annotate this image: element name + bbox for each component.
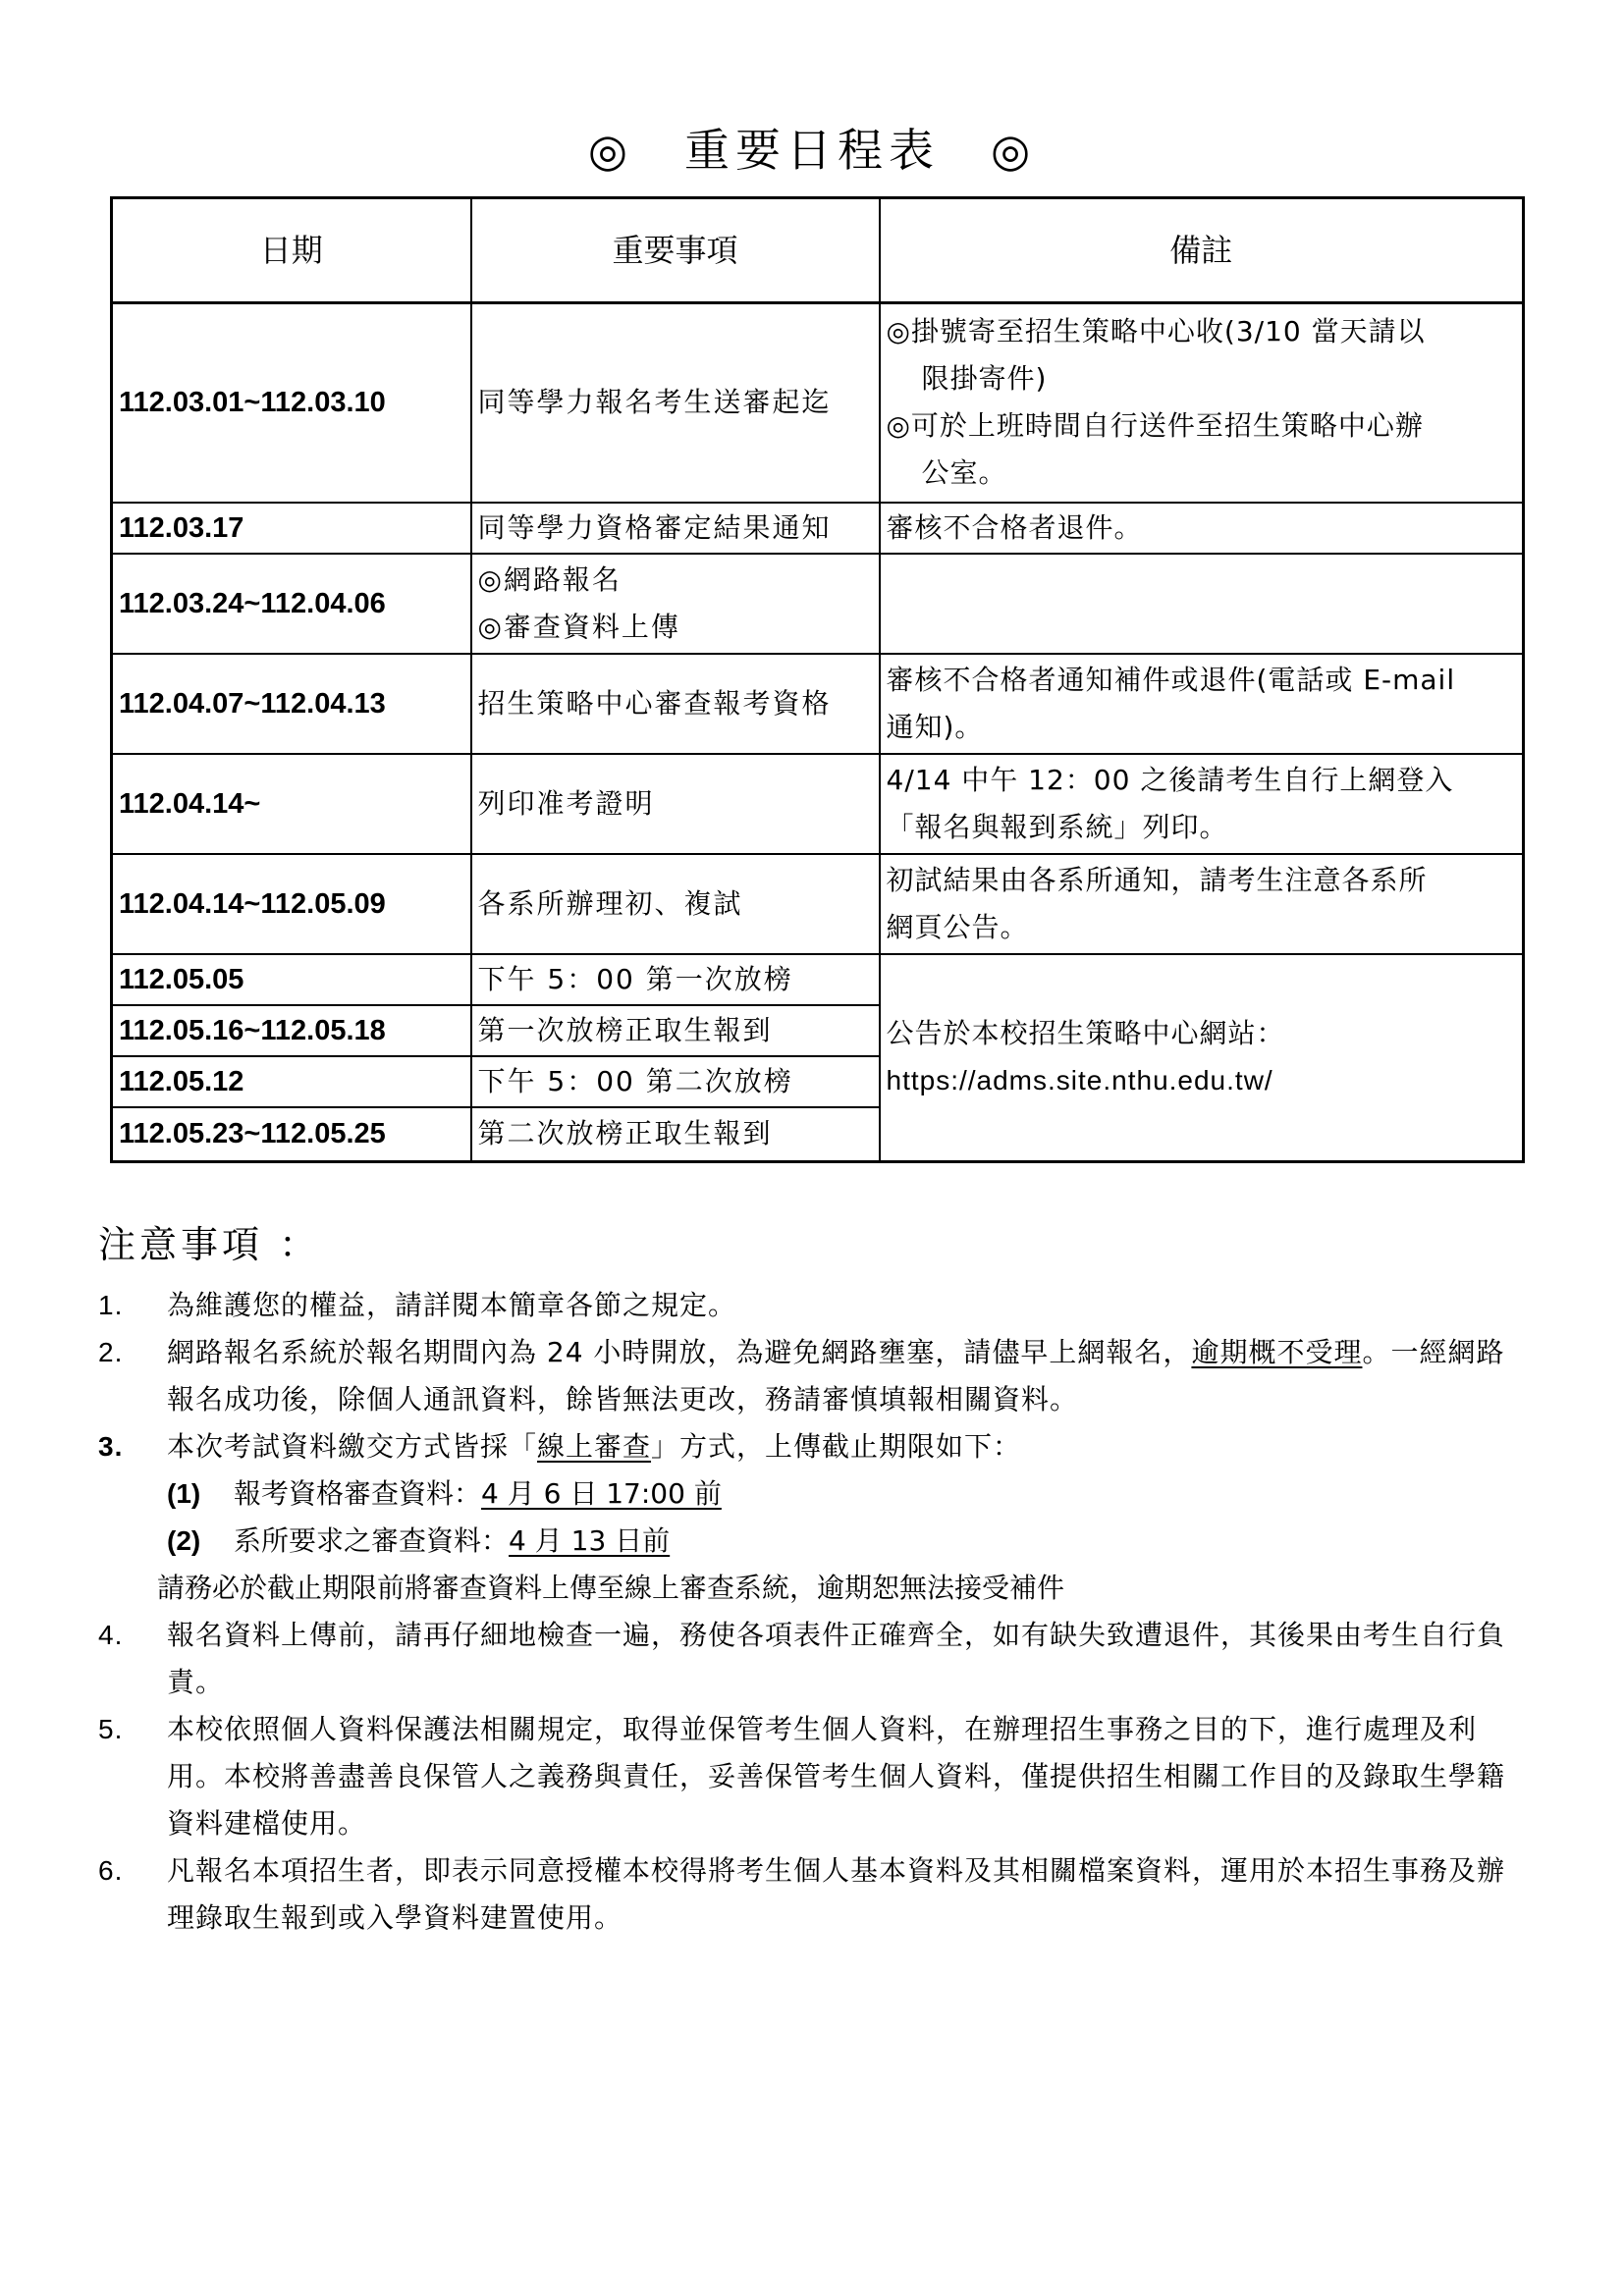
row-event: 招生策略中心審查報考資格 (471, 654, 880, 754)
row-date: 112.03.01~112.03.10 (112, 303, 471, 503)
note-line: 「報名與報到系統」列印。 (886, 810, 1228, 843)
note-number: 2. (98, 1337, 124, 1367)
header-note: 備註 (880, 198, 1524, 303)
table-row (112, 303, 1524, 503)
row-date: 112.03.17 (112, 503, 471, 554)
table-row (112, 503, 1524, 554)
header-date: 日期 (112, 198, 471, 303)
note-text: 本次考試資料繳交方式皆採「 (167, 1430, 538, 1463)
table-row (112, 754, 1524, 854)
note-line: ◎掛號寄至招生策略中心收(3/10 當天請以 (886, 315, 1426, 348)
note-text: 。一經網路報名成功後，除個人通訊資料，餘皆無法更改，務請審慎填報相關資料。 (167, 1336, 1505, 1415)
note-item (98, 1706, 1532, 1847)
row-event: 第二次放榜正取生報到 (471, 1107, 880, 1162)
note-number: 6. (98, 1855, 124, 1886)
table-row (112, 854, 1524, 954)
website-link: https://adms.site.nthu.edu.tw/ (886, 1065, 1273, 1096)
note-number: 4. (98, 1620, 124, 1650)
row-event: 同等學力資格審定結果通知 (471, 503, 880, 554)
note-text: 網路報名系統於報名期間內為 24 小時開放，為避免網路壅塞，請儘早上網報名， (167, 1336, 1192, 1368)
note-line: 初試結果由各系所通知，請考生注意各系所 (886, 863, 1428, 896)
row-note (880, 554, 1524, 654)
note-subitem (98, 1470, 1532, 1518)
note-line: 公告於本校招生策略中心網站： (886, 1017, 1285, 1050)
subitem-text: 報考資格審查資料： (234, 1477, 482, 1510)
subitem-number: (1) (167, 1478, 201, 1509)
table-row (112, 654, 1524, 754)
row-event: 下午 5：00 第一次放榜 (471, 954, 880, 1005)
event-line: ◎網路報名 (477, 562, 622, 596)
note-line: 通知)。 (886, 710, 984, 743)
note-line: 4/14 中午 12：00 之後請考生自行上網登入 (886, 763, 1454, 796)
row-date: 112.04.14~112.05.09 (112, 854, 471, 954)
row-event: 列印准考證明 (471, 754, 880, 854)
note-line: 網頁公告。 (886, 910, 1029, 943)
row-date: 112.04.14~ (112, 754, 471, 854)
note-text: 本校依照個人資料保護法相關規定，取得並保管考生個人資料，在辦理招生事務之目的下，進行處理及利用。本校將善盡善良保管人之義務與責任，妥善保管考生個人資料，僅提供招生相關工作目的及錄取生學籍資料建檔使用。 (167, 1713, 1506, 1840)
subitem-deadline: 4 月 13 日前 (509, 1524, 671, 1557)
row-event: 各系所辦理初、複試 (471, 854, 880, 954)
row-date: 112.05.05 (112, 954, 471, 1005)
subitem-text: 系所要求之審查資料： (234, 1524, 510, 1557)
row-event (471, 554, 880, 654)
subitem-deadline: 4 月 6 日 17:00 前 (481, 1477, 722, 1510)
note-underlined-text: 線上審查 (537, 1430, 652, 1463)
note-text: 為維護您的權益，請詳閱本簡章各節之規定。 (167, 1289, 737, 1321)
row-date: 112.05.16~112.05.18 (112, 1005, 471, 1056)
row-note (880, 754, 1524, 854)
row-note (880, 854, 1524, 954)
row-note (880, 303, 1524, 503)
row-note: 審核不合格者退件。 (880, 503, 1524, 554)
note-underlined-text: 逾期概不受理 (1191, 1336, 1363, 1368)
note-line: ◎可於上班時間自行送件至招生策略中心辦 (886, 409, 1424, 443)
row-date: 112.04.07~112.04.13 (112, 654, 471, 754)
table-row (112, 554, 1524, 654)
note-item (98, 1847, 1532, 1942)
row-event: 同等學力報名考生送審起迄 (471, 303, 880, 503)
row-note (880, 654, 1524, 754)
note-item (98, 1423, 1532, 1470)
note-text: 」方式，上傳截止期限如下： (651, 1430, 1022, 1463)
page-title: ◎ 重要日程表 ◎ (587, 124, 1037, 177)
note-number: 5. (98, 1714, 124, 1744)
row-event: 下午 5：00 第二次放榜 (471, 1056, 880, 1107)
note-subitem (98, 1518, 1532, 1565)
merged-note (880, 954, 1524, 1162)
row-date: 112.03.24~112.04.06 (112, 554, 471, 654)
notes-heading: 注意事項 ： (98, 1223, 321, 1266)
table-row (112, 954, 1524, 1005)
row-date: 112.05.23~112.05.25 (112, 1107, 471, 1162)
note-item (98, 1329, 1532, 1423)
note-line: 限掛寄件) (921, 362, 1048, 396)
note-text: 凡報名本項招生者，即表示同意授權本校得將考生個人基本資料及其相關檔案資料，運用於本招生事務及辦理錄取生報到或入學資料建置使用。 (167, 1854, 1506, 1934)
note-number: 1. (98, 1290, 124, 1320)
subitem-number: (2) (167, 1525, 201, 1556)
note-line: 審核不合格者通知補件或退件(電話或 E-mail (886, 663, 1456, 696)
note-text: 報名資料上傳前，請再仔細地檢查一遍，務使各項表件正確齊全，如有缺失致遭退件，其後果由考生自行負責。 (167, 1619, 1506, 1698)
table-header-row (112, 198, 1524, 303)
note-followup: 請務必於截止期限前將審查資料上傳至線上審查系統，逾期恕無法接受補件 (157, 1572, 1065, 1604)
event-line: ◎審查資料上傳 (477, 610, 680, 643)
row-date: 112.05.12 (112, 1056, 471, 1107)
note-item (98, 1612, 1532, 1706)
row-event: 第一次放榜正取生報到 (471, 1005, 880, 1056)
note-line: 公室。 (921, 456, 1007, 490)
note-number: 3. (98, 1431, 124, 1462)
notes-section (98, 1215, 1532, 1942)
schedule-table (110, 196, 1525, 1163)
note-item (98, 1282, 1532, 1329)
header-event: 重要事項 (471, 198, 880, 303)
